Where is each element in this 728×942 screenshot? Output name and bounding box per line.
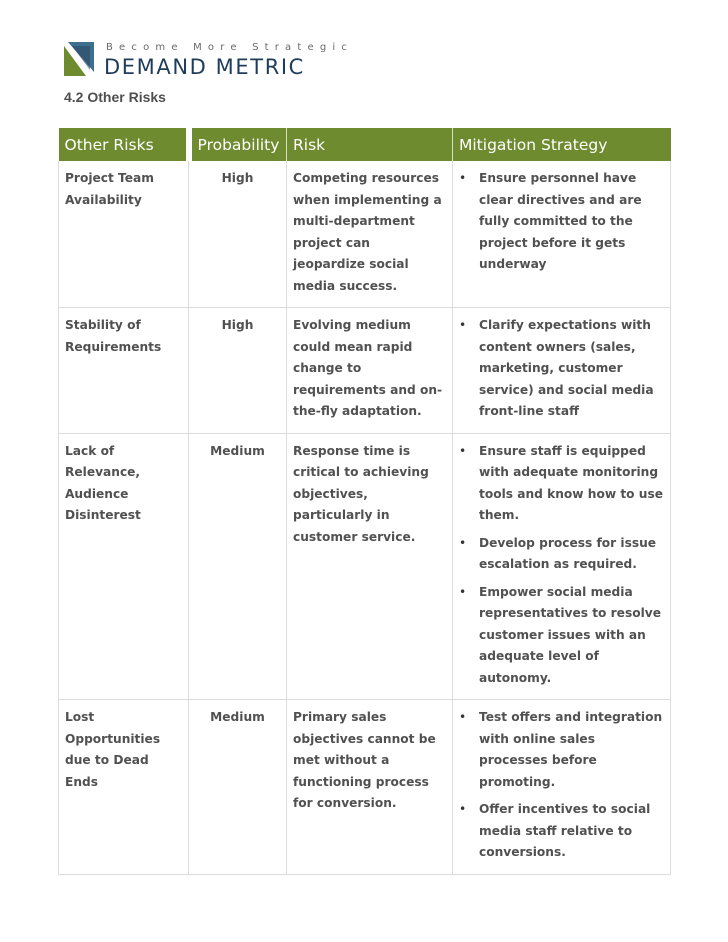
- probability-cell: High: [189, 161, 287, 308]
- bullet-icon: •: [459, 535, 467, 550]
- mitigation-text: Offer incentives to social media staff relative to conversions.: [479, 802, 651, 859]
- table-row: [59, 433, 671, 700]
- bullet-icon: •: [459, 171, 467, 185]
- logo-name: DEMAND METRIC: [104, 55, 305, 79]
- risk-description-cell: Evolving medium could mean rapid change to requirements and on-the-fly adaptation.: [287, 308, 453, 434]
- header-probability: Probability: [189, 128, 287, 161]
- header-risk: Risk: [287, 128, 453, 161]
- section-title: 4.2 Other Risks: [64, 89, 166, 105]
- mitigation-text: Ensure personnel have clear directives and are fully committed to the project before it gets underway: [479, 171, 642, 271]
- header-mitigation-strategy: Mitigation Strategy: [453, 128, 671, 161]
- risk-description-cell: Response time is critical to achieving objectives, particularly in customer service.: [287, 433, 453, 700]
- bullet-icon: •: [459, 802, 467, 816]
- logo-tagline: Become More Strategic: [106, 42, 354, 53]
- mitigation-list: [457, 441, 664, 690]
- mitigation-item: [457, 441, 664, 527]
- probability-cell: Medium: [189, 700, 287, 875]
- mitigation-list: [457, 707, 664, 864]
- probability-cell: High: [189, 308, 287, 434]
- demand-metric-logo: [64, 40, 354, 79]
- bullet-icon: •: [459, 710, 467, 724]
- risk-name-cell: Stability of Requirements: [59, 308, 189, 434]
- bullet-icon: •: [459, 443, 467, 458]
- mitigation-item: [457, 582, 664, 690]
- mitigation-text: Test offers and integration with online sales processes before promoting.: [479, 710, 663, 789]
- mitigation-text: Develop process for issue escalation as required.: [479, 535, 657, 571]
- mitigation-cell: [453, 161, 671, 308]
- mitigation-list: [457, 315, 664, 423]
- mitigation-item: [457, 799, 664, 864]
- bullet-icon: •: [459, 584, 467, 599]
- header-other-risks: Other Risks: [59, 128, 189, 161]
- probability-cell: Medium: [189, 433, 287, 700]
- table-row: [59, 161, 671, 308]
- risk-name-cell: Lack of Relevance, Audience Disinterest: [59, 433, 189, 700]
- logo-mark-icon: [64, 42, 98, 76]
- mitigation-text: Empower social media representatives to resolve customer issues with an adequate level of autonomy.: [479, 584, 661, 685]
- mitigation-item: [457, 707, 664, 793]
- mitigation-cell: [453, 433, 671, 700]
- mitigation-item: [457, 533, 664, 576]
- mitigation-item: [457, 168, 664, 276]
- risk-name-cell: Lost Opportunities due to Dead Ends: [59, 700, 189, 875]
- risk-description-cell: Competing resources when implementing a multi-department project can jeopardize social media success.: [287, 161, 453, 308]
- risk-name-cell: Project Team Availability: [59, 161, 189, 308]
- table-row: [59, 308, 671, 434]
- risks-table: [58, 128, 671, 875]
- table-row: [59, 700, 671, 875]
- mitigation-list: [457, 168, 664, 276]
- mitigation-cell: [453, 700, 671, 875]
- table-header-row: [59, 128, 671, 161]
- mitigation-text: Ensure staff is equipped with adequate monitoring tools and know how to use them.: [479, 443, 663, 522]
- risk-description-cell: Primary sales objectives cannot be met without a functioning process for conversion.: [287, 700, 453, 875]
- mitigation-text: Clarify expectations with content owners (sales, marketing, customer service) and social media front-line staff: [479, 318, 654, 418]
- mitigation-cell: [453, 308, 671, 434]
- bullet-icon: •: [459, 318, 467, 332]
- mitigation-item: [457, 315, 664, 423]
